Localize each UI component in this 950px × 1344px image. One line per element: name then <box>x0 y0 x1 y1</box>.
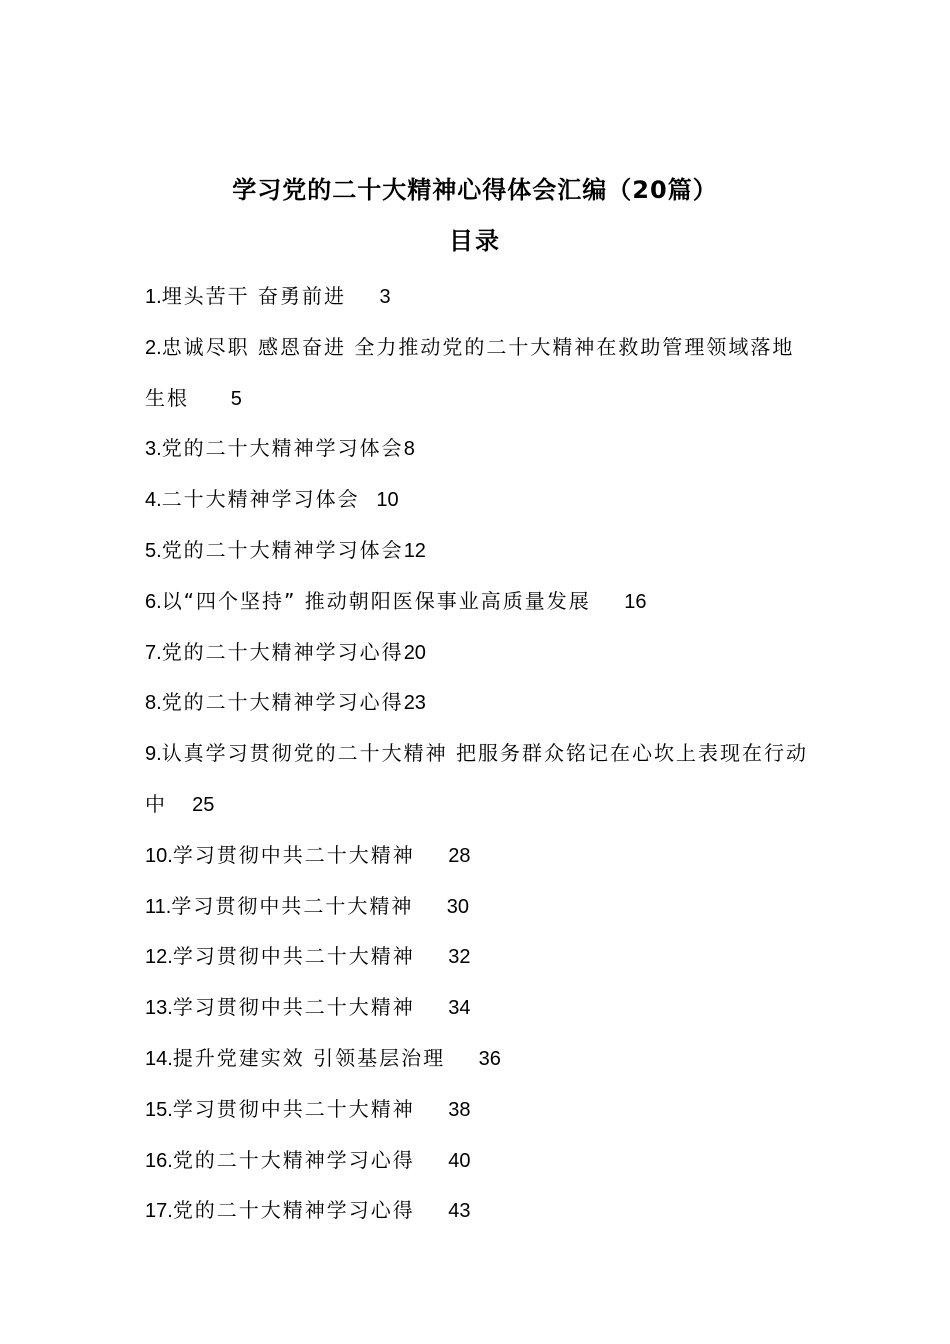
toc-entry-number: 14. <box>145 1047 173 1070</box>
toc-entry[interactable] <box>145 577 810 628</box>
toc-entry-page-number: 10 <box>376 489 399 512</box>
toc-entry[interactable] <box>145 932 810 983</box>
toc-entry-gap <box>415 995 448 1019</box>
toc-entry-gap <box>189 386 231 410</box>
toc-entry-number: 13. <box>145 997 173 1020</box>
toc-entry[interactable] <box>145 323 810 425</box>
toc-entry[interactable] <box>145 1136 810 1187</box>
toc-entry-gap <box>413 894 446 918</box>
toc-entry-title: 党的二十大精神学习心得 <box>161 639 404 664</box>
toc-entry-number: 5. <box>145 539 162 562</box>
toc-entry-gap <box>346 284 379 308</box>
toc-entry-gap <box>415 1097 448 1121</box>
toc-entry-title: 学习贯彻中共二十大精神 <box>172 1096 415 1121</box>
toc-entry-title: 学习贯彻中共二十大精神 <box>172 842 415 867</box>
toc-entry-page-number: 34 <box>448 997 471 1020</box>
toc-entry-gap <box>415 1198 448 1222</box>
toc-entry-number: 16. <box>145 1149 173 1172</box>
toc-entry-title: 学习贯彻中共二十大精神 <box>172 944 415 969</box>
toc-entry[interactable] <box>145 475 810 526</box>
toc-entry[interactable] <box>145 983 810 1034</box>
toc-entry-number: 11. <box>145 895 172 918</box>
toc-entry-gap <box>360 487 377 511</box>
toc-entry-title: 二十大精神学习体会 <box>161 487 360 512</box>
toc-entry-page-number: 28 <box>448 844 471 867</box>
toc-entry-title: 埋头苦干 奋勇前进 <box>161 284 347 308</box>
toc-entry-number: 1. <box>145 286 162 308</box>
toc-entry-gap <box>167 792 192 816</box>
toc-entry[interactable] <box>145 1034 810 1085</box>
toc-entry-number: 7. <box>145 641 162 664</box>
toc-entry-page-number: 5 <box>230 387 242 410</box>
toc-entry[interactable] <box>145 272 810 323</box>
toc-heading: 目录 <box>449 227 501 255</box>
toc-entry-page-number: 3 <box>379 286 391 308</box>
toc-entry[interactable] <box>145 526 810 577</box>
toc-entry-title: 提升党建实效 引领基层治理 <box>172 1045 446 1070</box>
document-title: 学习党的二十大精神心得体会汇编（20篇） <box>232 176 718 204</box>
toc-entry-page-number: 25 <box>192 793 215 816</box>
toc-entry-page-number: 40 <box>448 1149 471 1172</box>
toc-entry-number: 12. <box>145 946 173 969</box>
table-of-contents <box>145 272 810 1237</box>
toc-entry[interactable] <box>145 831 810 882</box>
toc-entry-gap <box>445 1046 478 1070</box>
toc-entry-gap <box>415 843 448 867</box>
toc-entry[interactable] <box>145 628 810 679</box>
toc-entry-title: 认真学习贯彻党的二十大精神 把服务群众铭记在心坎上表现在行动中 <box>145 741 809 816</box>
toc-entry-number: 3. <box>145 438 162 461</box>
toc-entry-number: 9. <box>145 743 162 766</box>
toc-entry-number: 6. <box>145 590 162 613</box>
toc-entry[interactable] <box>145 678 810 729</box>
toc-entry-title: 以“四个坚持” 推动朝阳医保事业高质量发展 <box>161 588 591 613</box>
toc-entry-title: 党的二十大精神学习心得 <box>172 1147 415 1172</box>
toc-entry-title: 忠诚尽职 感恩奋进 全力推动党的二十大精神在救助管理领域落地生根 <box>145 334 795 410</box>
toc-entry-page-number: 16 <box>624 590 647 613</box>
toc-entry-number: 4. <box>145 489 162 512</box>
toc-entry-page-number: 8 <box>403 438 415 461</box>
toc-entry-title: 党的二十大精神学习体会 <box>161 537 404 562</box>
toc-entry-title: 党的二十大精神学习体会 <box>161 436 404 461</box>
toc-entry[interactable] <box>145 729 810 831</box>
toc-entry-title: 党的二十大精神学习心得 <box>161 690 404 715</box>
toc-entry-number: 17. <box>145 1200 173 1223</box>
toc-entry-page-number: 36 <box>478 1047 501 1070</box>
toc-entry[interactable] <box>145 1085 810 1136</box>
toc-entry-title: 党的二十大精神学习心得 <box>172 1198 415 1223</box>
toc-entry-number: 10. <box>145 844 173 867</box>
toc-entry-number: 8. <box>145 692 162 715</box>
toc-entry[interactable] <box>145 424 810 475</box>
toc-entry-number: 15. <box>145 1098 173 1121</box>
toc-entry-page-number: 43 <box>448 1200 471 1223</box>
toc-entry-gap <box>591 589 624 613</box>
toc-entry[interactable] <box>145 882 810 933</box>
toc-entry-page-number: 32 <box>448 946 471 969</box>
toc-entry-gap <box>415 944 448 968</box>
toc-entry-gap <box>415 1148 448 1172</box>
toc-entry-number: 2. <box>145 336 162 359</box>
toc-entry-page-number: 38 <box>448 1098 471 1121</box>
toc-entry-page-number: 30 <box>446 895 470 918</box>
toc-entry-page-number: 23 <box>403 692 426 715</box>
toc-entry-title: 学习贯彻中共二十大精神 <box>172 995 415 1020</box>
toc-entry[interactable] <box>145 1186 810 1237</box>
toc-entry-page-number: 20 <box>403 641 426 664</box>
toc-entry-page-number: 12 <box>403 539 426 562</box>
toc-entry-title: 学习贯彻中共二十大精神 <box>171 893 414 918</box>
